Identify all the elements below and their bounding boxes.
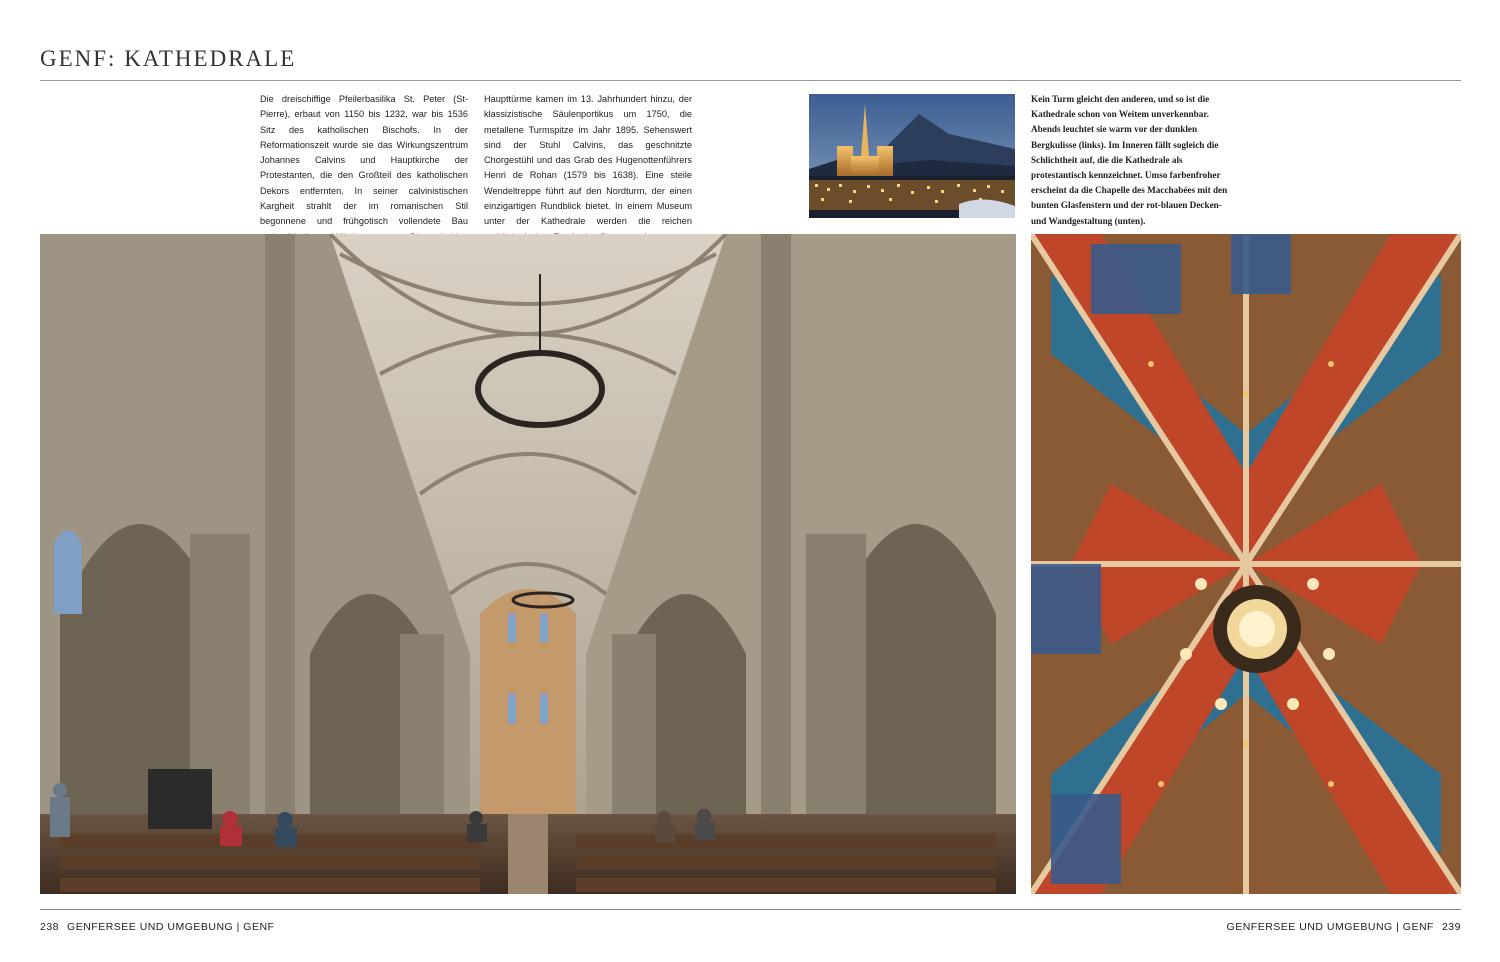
cathedral-nave-photo <box>40 234 1016 894</box>
section-label-left: GENFERSEE UND UMGEBUNG | GENF <box>67 921 275 933</box>
body-text-column-1: Die dreischiffige Pfeilerbasilika St. Peter (St-Pierre), erbaut von 1150 bis 1232, war bis 1536 Sitz des katholischen Bischofs. In der Reformationszeit wurde sie das Wirkungszentrum Johannes Calvins und Hauptkirche der Protestanten, die den Großteil des katholischen Dekors entfernten. In seiner calvinistischen Kargheit strahlt der im romanischen Stil begonnene und frühgotisch vollendete Bau <box>260 94 468 227</box>
chapel-ceiling-photo <box>1031 234 1461 894</box>
photo-caption: Kein Turm gleicht den anderen, und so ist die Kathedrale schon von Weitem unverkennbar. Abends leuchtet sie warm vor der dunklen Bergkulisse (links). Im Inneren fällt sogleich die Schlichtheit auf, die die Kathedrale als protestantisch kennzeichnet. Umso farbenfroher erscheint da die Chapelle des Macchabées mit den bunten Glasfenstern und der rot-blauen Decken- und Wandgestaltung (unten). <box>1031 94 1228 226</box>
footer-left <box>40 921 274 933</box>
page-number-left: 238 <box>40 921 60 933</box>
section-label-right: GENFERSEE UND UMGEBUNG | GENF <box>1226 921 1434 933</box>
page-title: GENF: KATHEDRALE <box>40 46 297 71</box>
footer-rule <box>40 909 1461 910</box>
body-text-column-2: Haupttürme kamen im 13. Jahrhundert hinzu, der klassizistische Säulenportikus um 1750, die metallene Turmspitze im Jahr 1895. Sehenswert sind der Stuhl Calvins, das geschnitzte Chorgestühl und das Grab des Hugenottenführers Henri de Rohan (1579 bis 1638). Eine steile Wendeltreppe führt auf den Nordturm, der einen einzigartigen Rundblick bietet. In einem Museum unter der Kathedrale werden die reichen <box>484 94 692 227</box>
header-rule <box>40 80 1461 81</box>
cathedral-night-photo <box>809 94 1015 218</box>
footer-right <box>1227 921 1461 933</box>
page-number-right: 239 <box>1441 921 1461 933</box>
